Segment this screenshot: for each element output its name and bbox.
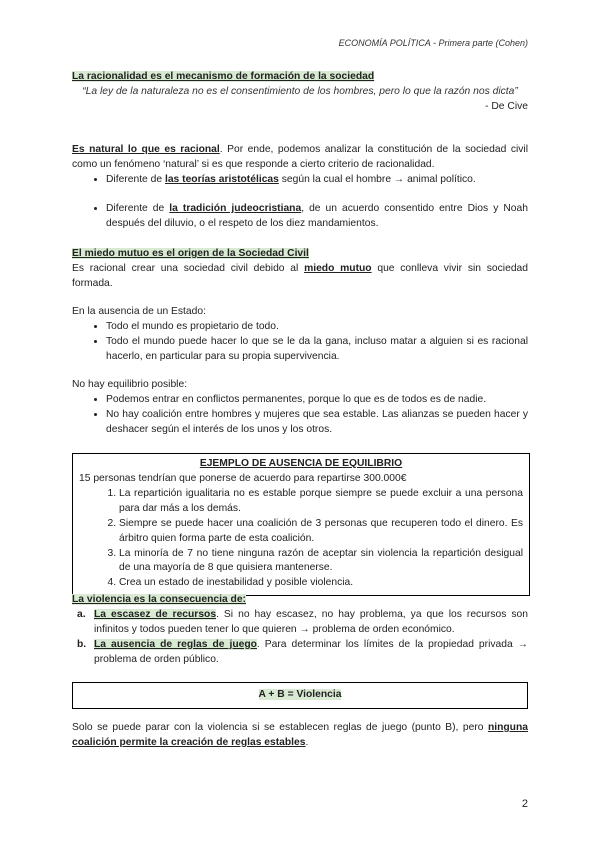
item-b-marker: b. [77,638,87,650]
section-title-violence: La violencia es la consecuencia de: [72,594,246,605]
list-item: • No hay coalición entre hombres y mujeres que sea estable. Las alianzas se pueden hacer y deshacer según el interés de los unos y los otros. [106,408,528,438]
list-item: • Podemos entrar en conflictos permanentes, porque lo que es de todos es de nadie. [106,393,528,408]
list-differences [72,173,528,188]
section-rationality [72,70,528,115]
list-item: 4. Crea un estado de inestabilidad y posible violencia. [119,576,523,591]
item-a-marker: a. [77,608,86,620]
closing-bold: ninguna coalición permite la creación de reglas estables [72,722,528,748]
closing-paragraph [72,721,528,751]
example-intro: 15 personas tendrían que ponerse de acuerdo para repartirse 300.000€ [79,472,407,484]
list-item [106,202,528,232]
bullet2-pre: Diferente de [106,203,170,214]
page-number: 2 [521,798,528,810]
list-item [77,608,528,638]
absence-intro: En la ausencia de un Estado: [72,306,206,317]
paragraph-natural [72,143,528,173]
list-item: • Todo el mundo es propietario de todo. [106,320,528,335]
fear-para-post: que conlleva vivir sin sociedad formada. [72,262,528,289]
running-header: ECONOMÍA POLÍTICA - Primera parte (Cohen) [338,38,528,48]
item-b-bold: La ausencia de reglas de juego [94,638,257,650]
equilibrium-intro: No hay equilibrio posible: [72,379,188,390]
list-item [77,638,528,668]
closing-post: . [305,736,309,748]
bullet2-bold: la tradición judeocristiana [169,203,302,214]
list-item: 3. La minoría de 7 no tiene ninguna razón de aceptar sin violencia la repartición desigual de una mayoría de 8 que quisiera mantenerse. [119,547,523,577]
section-violence [72,593,528,668]
list-item: • Todo el mundo puede hacer lo que se le da la gana, incluso matar a alguien si es racional hacerlo, en particular para su propia supervivencia. [106,335,528,365]
example-title: EJEMPLO DE AUSENCIA DE EQUILIBRIO [199,458,403,469]
bullet1-pre: Diferente de [106,174,165,185]
quote-author: - De Cive [485,100,528,112]
fear-para-bold: miedo mutuo [304,262,372,274]
quote: “La ley de la naturaleza no es el consentimiento de los hombres, pero lo que la razón nos dicta” [82,85,518,97]
section-fear [72,247,528,292]
item-b-rest: . Para determinar los límites de la propiedad privada → problema de orden público. [94,638,528,665]
item-a-bold: La escasez de recursos [94,608,217,620]
paragraph-natural-text: . Por ende, podemos analizar la constitución de la sociedad civil como un fenómeno ‘natural’ si es que responde a cierto criterio de racionalidad. [72,144,528,170]
formula-box [72,682,528,709]
section-title-fear: El miedo mutuo es el origen de la Sociedad Civil [72,248,309,259]
bullet2-post: , de un acuerdo consentido entre Dios y Noah después del diluvio, o el respeto de los diez mandamientos. [106,203,528,229]
list-item [106,173,528,188]
fear-para-pre: Es racional crear una sociedad civil debido al [72,262,305,274]
equilibrium-block [72,378,528,438]
document-page [72,0,528,848]
bullet1-bold: las teorías aristotélicas [164,174,279,185]
item-a-rest: . Si no hay escasez, no hay problema, ya que los recursos son infinitos y todos pueden tener lo que quieren → problema de orden económico. [94,608,528,635]
example-box [72,453,530,596]
bullet1-post: según la cual el hombre → animal político. [278,174,476,185]
formula-text: A + B = Violencia [258,689,342,700]
list-item: 1. La repartición igualitaria no es estable porque siempre se puede excluir a una persona para dar más a los demás. [119,487,523,517]
list-item: 2. Siempre se puede hacer una coalición de 3 personas que recuperen todo el dinero. Es árbitro quien forma parte de esta coalición. [119,517,523,547]
section-title-rationality: La racionalidad es el mecanismo de formación de la sociedad [72,71,375,82]
list-differences-2 [72,202,528,232]
bold-natural: Es natural lo que es racional [72,144,220,155]
absence-block [72,305,528,365]
closing-pre: Solo se puede parar con la violencia si se establecen reglas de juego (punto B), pero [72,722,488,733]
